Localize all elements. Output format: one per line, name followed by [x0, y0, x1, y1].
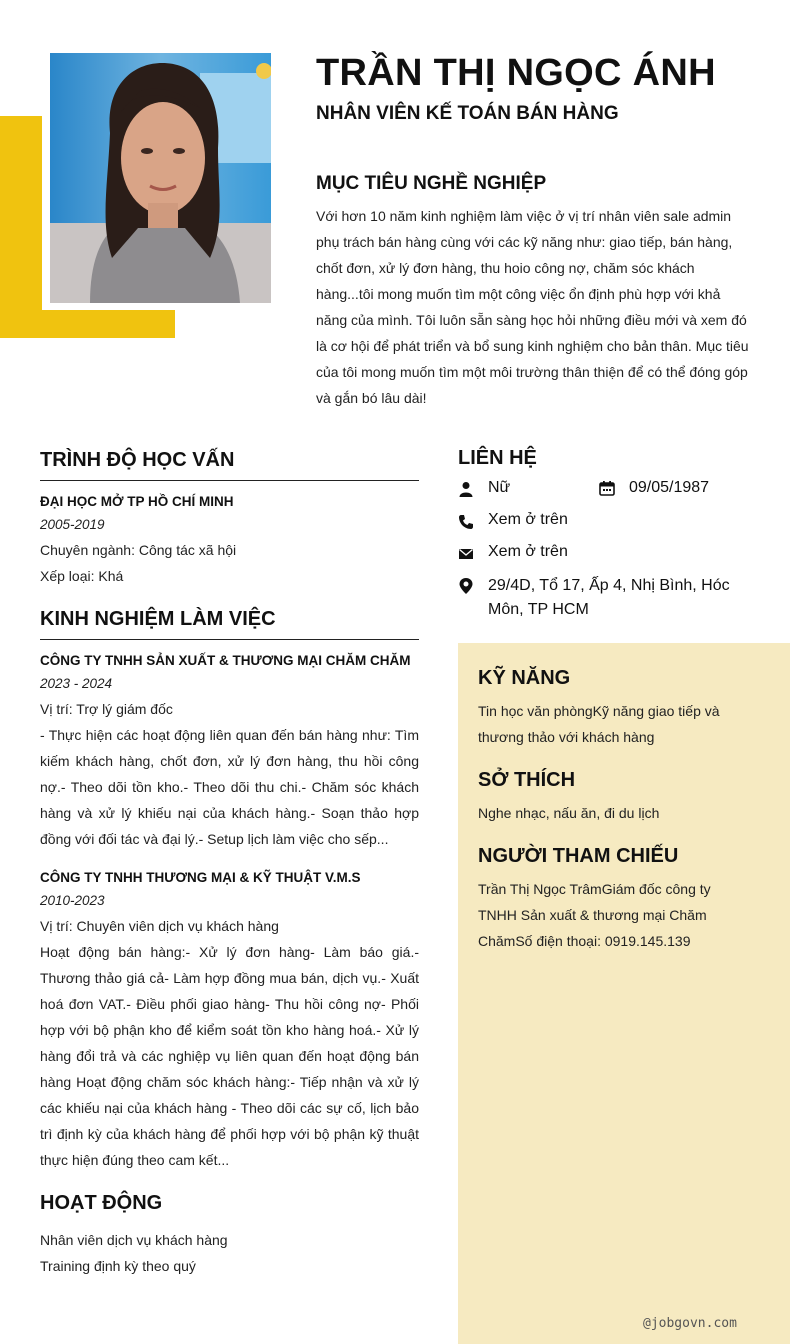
hobbies-title: SỞ THÍCH	[478, 769, 576, 791]
job-company: CÔNG TY TNHH THƯƠNG MẠI & KỸ THUẬT V.M.S	[40, 870, 361, 885]
education-period: 2005-2019	[40, 517, 105, 532]
education-title: TRÌNH ĐỘ HỌC VẤN	[40, 449, 235, 471]
skills-title: KỸ NĂNG	[478, 667, 571, 689]
job-company: CÔNG TY TNHH SẢN XUẤT & THƯƠNG MẠI CHĂM CHĂM	[40, 653, 411, 668]
accent-bar-horizontal	[0, 310, 175, 338]
profile-photo	[50, 53, 271, 303]
phone-icon	[458, 514, 474, 530]
skills-text: Tin học văn phòngKỹ năng giao tiếp và thương thảo với khách hàng	[478, 703, 720, 745]
job-position: Vị trí: Chuyên viên dịch vụ khách hàng	[40, 918, 279, 934]
education-divider	[40, 480, 419, 481]
activity-item: Training định kỳ theo quý	[40, 1258, 196, 1274]
activity-item: Nhân viên dịch vụ khách hàng	[40, 1232, 228, 1248]
contact-phone: Xem ở trên	[488, 511, 568, 528]
references-title: NGƯỜI THAM CHIẾU	[478, 845, 679, 867]
objective-title: MỤC TIÊU NGHỀ NGHIỆP	[316, 173, 547, 194]
education-major: Chuyên ngành: Công tác xã hội	[40, 542, 237, 558]
experience-title: KINH NGHIỆM LÀM VIỆC	[40, 608, 276, 630]
calendar-icon	[599, 480, 615, 496]
hobbies-text: Nghe nhạc, nấu ăn, đi du lịch	[478, 805, 660, 821]
accent-bar-vertical	[0, 116, 42, 338]
job-description: - Thực hiện các hoạt động liên quan đến bán hàng như: Tìm kiếm khách hàng, chốt đơn, xử lý đơn hàng, thu hồi công nợ.- Theo dõi tồn kho.- Theo dõi thu chi.- Chăm sóc khách hàng và xử lý khiếu nại của khách hàng.- Soạn thảo hợp đồng với đối tác và đại lý.- Setup lịch làm việc cho sếp...	[40, 727, 419, 847]
candidate-role: NHÂN VIÊN KẾ TOÁN BÁN HÀNG	[316, 103, 619, 124]
contact-address: 29/4D, Tổ 17, Ấp 4, Nhị Bình, Hóc Môn, TP HCM	[488, 577, 730, 618]
experience-divider	[40, 639, 419, 640]
references-text: Trần Thị Ngọc TrâmGiám đốc công ty TNHH Sản xuất & thương mại Chăm ChămSố điện thoại: 0919.145.139	[478, 881, 711, 949]
job-position: Vị trí: Trợ lý giám đốc	[40, 701, 173, 717]
person-icon	[458, 481, 474, 497]
job-description: Hoạt động bán hàng:- Xử lý đơn hàng- Làm báo giá.- Thương thảo giá cả- Làm hợp đồng mua bán, dịch vụ.- Xuất hoá đơn VAT.- Điều phối giao hàng- Thu hồi công nợ- Phối hợp với bộ phận kho để kiểm soát tồn kho hàng hoá.- Xử lý hàng đổi trả và các nghiệp vụ liên quan đến hoạt động bán hàng Hoạt động chăm sóc khách hàng:- Tiếp nhận và xử lý các khiếu nại của khách hàng - Theo dõi các sự cố, lịch bảo trì định kỳ của khách hàng để phối hợp với bộ phận kỹ thuật thực hiện đúng theo cam kết...	[40, 944, 419, 1168]
contact-birthday: 09/05/1987	[629, 479, 710, 496]
objective-text: Với hơn 10 năm kinh nghiệm làm việc ở vị trí nhân viên sale admin phụ trách bán hàng cùng với các kỹ năng như: giao tiếp, bán hàng, chốt đơn, xử lý đơn hàng, thu hoio công nợ, chăm sóc khách hàng...tôi mong muốn tìm một công việc ổn định phù hợp với khả năng của mình. Tôi luôn sẵn sàng học hỏi những điều mới và xem đó là cơ hội để phát triển và bổ sung kinh nghiệm cho bản thân. Mục tiêu của tôi mong muốn tìm một môi trường thân thiện để có thể đóng góp và gắn bó lâu dài!	[316, 208, 749, 406]
job-period: 2023 - 2024	[40, 676, 113, 691]
email-icon	[458, 546, 474, 562]
location-pin-icon	[458, 577, 474, 593]
job-period: 2010-2023	[40, 893, 105, 908]
contact-title: LIÊN HỆ	[458, 447, 537, 469]
candidate-name: TRẦN THỊ NGỌC ÁNH	[316, 52, 716, 94]
education-school: ĐẠI HỌC MỞ TP HỒ CHÍ MINH	[40, 494, 234, 509]
contact-email: Xem ở trên	[488, 543, 568, 560]
education-grade: Xếp loại: Khá	[40, 568, 124, 584]
contact-gender: Nữ	[488, 479, 511, 496]
activities-title: HOẠT ĐỘNG	[40, 1192, 163, 1214]
watermark: @jobgovn.com	[643, 1316, 737, 1331]
